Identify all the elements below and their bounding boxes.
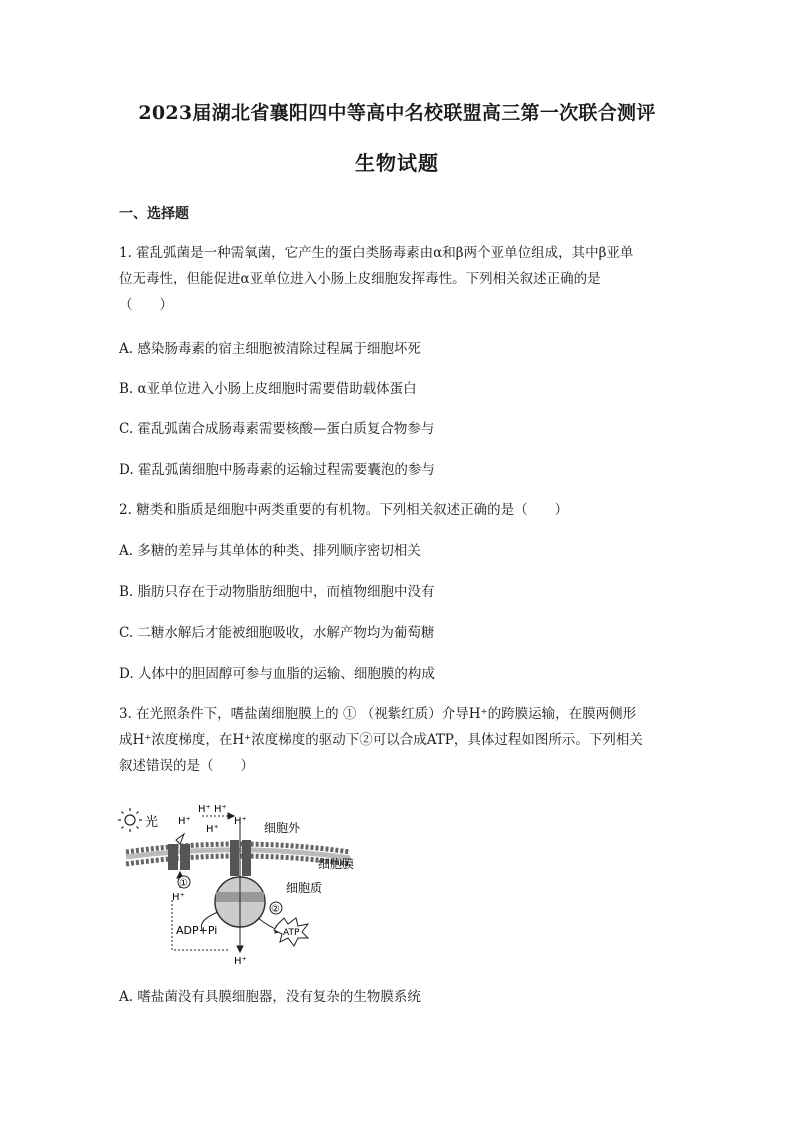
option-1d: D. 霍乱弧菌细胞中肠毒素的运输过程需要囊泡的参与 bbox=[119, 462, 435, 478]
circle-2-label: ② bbox=[271, 904, 280, 915]
question-3 bbox=[119, 701, 679, 779]
h-plus-label: H⁺ bbox=[234, 956, 247, 967]
option-3a: A. 嗜盐菌没有具膜细胞器，没有复杂的生物膜系统 bbox=[119, 989, 421, 1005]
question-1 bbox=[119, 240, 679, 318]
circle-1-label: ① bbox=[179, 878, 188, 889]
page-title: 2023届湖北省襄阳四中等高中名校联盟高三第一次联合测评 bbox=[138, 102, 656, 124]
question-stem-line: 成H⁺浓度梯度，在H⁺浓度梯度的驱动下②可以合成ATP，具体过程如图所示。下列相关 bbox=[119, 732, 643, 748]
question-stem-line: 3. 在光照条件下，嗜盐菌细胞膜上的 ① （视紫红质）介导H⁺的跨膜运输，在膜两侧形 bbox=[119, 706, 637, 722]
option-2b: B. 脂肪只存在于动物脂肪细胞中，而植物细胞中没有 bbox=[119, 584, 435, 600]
question-stem-line: （ ） bbox=[119, 297, 173, 313]
h-plus-label: H⁺ bbox=[206, 824, 219, 835]
option-1a: A. 感染肠毒素的宿主细胞被清除过程属于细胞坏死 bbox=[119, 341, 421, 357]
question-stem-line: 位无毒性，但能促进α亚单位进入小肠上皮细胞发挥毒性。下列相关叙述正确的是 bbox=[119, 271, 601, 287]
sun-icon bbox=[118, 808, 142, 832]
question-stem-line: 叙述错误的是（ ） bbox=[119, 758, 254, 774]
h-plus-label: H⁺ bbox=[172, 892, 185, 903]
option-2c: C. 二糖水解后才能被细胞吸收，水解产物均为葡萄糖 bbox=[119, 625, 435, 641]
option-2a: A. 多糖的差异与其单体的种类、排列顺序密切相关 bbox=[119, 543, 421, 559]
page-subtitle: 生物试题 bbox=[355, 151, 439, 175]
h-plus-label: H⁺ bbox=[198, 804, 211, 815]
option-1c: C. 霍乱弧菌合成肠毒素需要核酸—蛋白质复合物参与 bbox=[119, 421, 435, 437]
option-1b: B. α亚单位进入小肠上皮细胞时需要借助载体蛋白 bbox=[119, 381, 417, 397]
membrane-diagram bbox=[118, 800, 358, 970]
question-stem-line: 1. 霍乱弧菌是一种需氧菌，它产生的蛋白类肠毒素由α和β两个亚单位组成，其中β亚单 bbox=[119, 245, 634, 261]
question-2: 2. 糖类和脂质是细胞中两类重要的有机物。下列相关叙述正确的是（ ） bbox=[119, 502, 569, 518]
h-plus-label: H⁺ bbox=[234, 816, 247, 827]
section-heading: 一、选择题 bbox=[119, 206, 189, 222]
membrane-label: 细胞膜 bbox=[318, 857, 355, 871]
adp-label: ADP+Pi bbox=[176, 924, 218, 937]
atp-label: ATP bbox=[283, 928, 300, 938]
option-2d: D. 人体中的胆固醇可参与血脂的运输、细胞膜的构成 bbox=[119, 666, 435, 682]
h-plus-label: H⁺ bbox=[178, 816, 191, 827]
light-label: 光 bbox=[145, 815, 159, 830]
h-plus-label: H⁺ bbox=[214, 804, 227, 815]
cytoplasm-label: 细胞质 bbox=[286, 881, 323, 895]
outside-label: 细胞外 bbox=[264, 821, 301, 835]
